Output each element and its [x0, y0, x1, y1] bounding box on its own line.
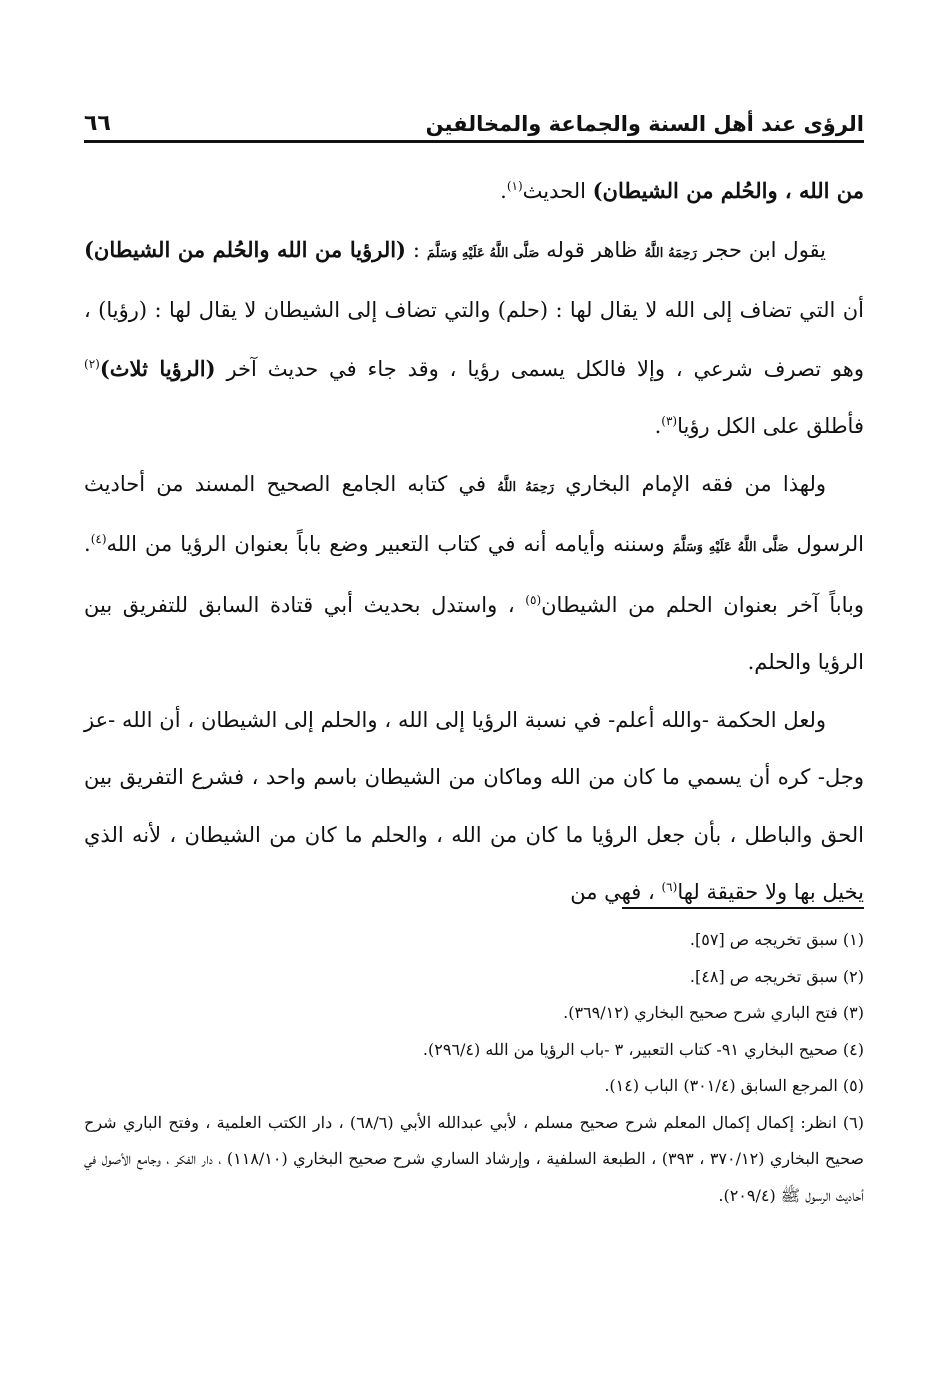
honorific-mark: صَلَّى اللَّهُ عَلَيْهِ وَسَلَّمَ [426, 245, 540, 261]
paragraph-text: في كتابه الجامع الصحيح المسند من أحاديث الرسول [84, 471, 864, 556]
page-number: ٦٦ [84, 111, 111, 136]
footnote-4: (٤) صحيح البخاري ٩١- كتاب التعبير، ٣ -باب الرؤيا من الله (٢٩٦/٤). [422, 1039, 864, 1059]
footnote-1: (١) سبق تخريجه ص [٥٧]. [689, 930, 864, 949]
paragraph-text: الحديث [522, 179, 593, 203]
paragraph-4 [84, 692, 864, 922]
paragraph-text: وسننه وأيامه أنه في كتاب التعبير وضع باباً بعنوان الرؤيا من الله [106, 532, 673, 556]
footnote-2: (٢) سبق تخريجه ص [٤٨]. [689, 966, 864, 986]
honorific-mark: رَحِمَهُ اللَّهُ [497, 479, 555, 495]
header-rule [84, 140, 864, 143]
paragraph-2 [84, 221, 864, 456]
paragraph-text: ولهذا من فقه الإمام البخاري [554, 471, 826, 496]
footnote-6: (٦) انظر: إكمال إكمال المعلم شرح صحيح مسلم ، لأبي عبدالله الأبي (٦٨/٦) ، دار الكتب العلمية ، وفتح الباري شرح صحيح البخاري (٣٧٠/١٢ ، ٣٩٣) ، الطبعة السلفية ، وإرشاد الساري شرح صحيح البخاري (١١٨/١٠) ، دار الفكر ، وجامع الأصول في أحاديث الرسول ﷺ (٢٠٩/٤). [84, 1112, 865, 1205]
paragraph-text: . [654, 414, 662, 438]
footnotes [84, 922, 864, 1214]
footnote-ref-4: (٤) [90, 532, 107, 546]
paragraph-text: ولعل الحكمة -والله أعلم- في نسبة الرؤيا إلى الله ، والحلم إلى الشيطان ، أن الله -عز وجل- كره أن يسمي ما كان من الله وماكان من الشيطان باسم واحد ، فشرع التفريق بين الحق والباطل ، بأن جعل الرؤيا ما كان من الله ، والحلم ما كان من الشيطان ، لأنه الذي يخيل بها ولا حقيقة لها [84, 707, 864, 904]
paragraph-text: . [500, 179, 507, 203]
hadith-quote: (الرؤيا ثلاث) [99, 355, 216, 381]
paragraph-text: : [406, 237, 427, 262]
paragraph-text: . وباباً آخر بعنوان الحلم من الشيطان [84, 532, 864, 617]
paragraph-text: أن التي تضاف إلى الله لا يقال لها : (حلم) والتي تضاف إلى الشيطان لا يقال لها : (رؤيا) ، وهو تصرف شرعي ، وإلا فالكل يسمى رؤيا ، وقد جاء في حديث آخر [84, 298, 864, 381]
footnote-ref-2: (٢) [84, 356, 100, 371]
paragraph-text: ، فهي من [570, 880, 662, 904]
honorific-mark: رَحِمَهُ اللَّهُ [644, 245, 697, 261]
page-header [84, 88, 864, 136]
main-text [84, 162, 864, 922]
running-title: الرؤى عند أهل السنة والجماعة والمخالفين [425, 112, 864, 136]
honorific-mark: صَلَّى اللَّهُ عَلَيْهِ وَسَلَّمَ [672, 540, 789, 555]
paragraph-3 [84, 456, 864, 692]
hadith-quote: (الرؤيا من الله والحُلم من الشيطان) [84, 236, 406, 262]
hadith-quote: من الله ، والحُلم من الشيطان) [592, 178, 864, 203]
footnote-ref-6: (٦) [661, 880, 678, 894]
paragraph-text: ، واستدل بحديث أبي قتادة السابق للتفريق بين الرؤيا والحلم. [84, 592, 864, 674]
footnote-separator [622, 907, 864, 909]
paragraph-text: يقول ابن حجر [696, 237, 827, 262]
footnote-5: (٥) المرجع السابق (٣٠١/٤) الباب (١٤). [604, 1076, 864, 1095]
footnote-3: (٣) فتح الباري شرح صحيح البخاري (٣٦٩/١٢). [563, 1003, 864, 1022]
footnote-ref-3: (٣) [661, 414, 678, 428]
footnote-ref-5: (٥) [525, 592, 542, 607]
paragraph-text: فأطلق على الكل رؤيا [677, 414, 864, 438]
paragraph-1 [84, 162, 864, 221]
footnote-ref-1: (١) [506, 179, 523, 193]
paragraph-text: ظاهر قوله [539, 237, 645, 262]
